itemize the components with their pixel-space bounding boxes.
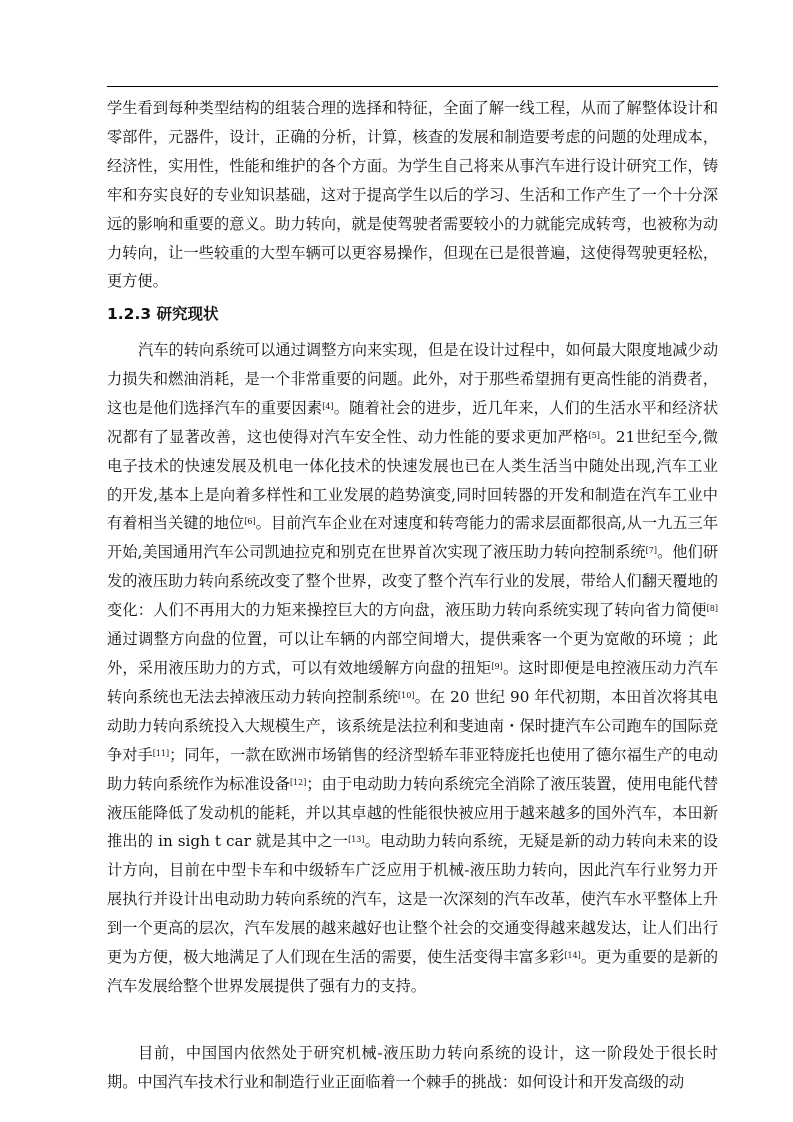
citation-ref: [10] <box>398 690 415 700</box>
header-rule <box>107 86 718 87</box>
citation-ref: [7] <box>645 546 657 556</box>
text-run: 。21世纪至今,微电子技术的快速发展及机电一体化技术的快速发展也已在人类生活当中随处出现,汽车工业的开发,基本上是向着多样性和工业发展的趋势演变,同时回转器的开发和制造在汽车工业中有着相当关键的地位 <box>107 427 718 533</box>
text-run: 汽车的转向系统可以通过调整方向来实现，但是在设计过程中，如何最大限度地减少动力损失和燃油消耗，是一个非常重要的问题。此外，对于那些希望拥有更高性能的消费者，这也是他们选择汽车的重要因素 <box>107 341 718 417</box>
domestic-status-paragraph: 目前，中国国内依然处于研究机械-液压助力转向系统的设计，这一阶段处于很长时期。中国汽车技术行业和制造行业正面临着一个棘手的挑战：如何设计和开发高级的动 <box>107 1044 718 1091</box>
citation-ref: [5] <box>588 430 600 440</box>
text-run: ；由于电动助力转向系统完全消除了液压装置，使用电能代替液压能降低了发动机的能耗，并以其卓越的性能很快被应用于越来越多的国外汽车，本田新推出的 in sigh t car 就是其中之一 <box>107 774 719 851</box>
section-heading: 1.2.3 研究现状 <box>107 305 219 323</box>
citation-ref: [13] <box>348 835 365 845</box>
text-run: 。更为重要的是新的汽车发展给整个世界发展提供了强有力的支持。 <box>107 948 719 995</box>
citation-ref: [14] <box>564 951 581 961</box>
text-run: 。电动助力转向系统，无疑是新的动力转向未来的设计方向，目前在中型卡车和中级轿车广泛应用于机械-液压助力转向，因此汽车行业努力开展执行并设计出电动助力转向系统的汽车，这是一次深刻的汽车改革，使汽车水平整体上升到一个更高的层次，汽车发展的越来越好也让整个社会的交通变得越来越发达，让人们出行更为方便，极大地满足了人们现在生活的需要，使生活变得丰富多彩 <box>107 832 719 967</box>
citation-ref: [4] <box>322 401 334 411</box>
intro-paragraph: 学生看到每种类型结构的组装合理的选择和特征，全面了解一线工程，从而了解整体设计和零部件，元器件，设计，正确的分析，计算，核查的发展和制造要考虑的问题的处理成本，经济性，实用性，性能和维护的各个方面。为学生自己将来从事汽车进行设计研究工作，铸牢和夯实良好的专业知识基础，这对于提高学生以后的学习、生活和工作产生了一个十分深远的影响和重要的意义。助力转向，就是使驾驶者需要较小的力就能完成转弯，也被称为动力转向，让一些较重的大型车辆可以更容易操作，但现在已是很普遍，这使得驾驶更轻松，更方便。 <box>107 99 718 291</box>
research-status-block <box>107 336 718 1001</box>
citation-ref: [12] <box>289 777 307 787</box>
text-run: 。在 20 世纪 90 年代初期，本田首次将其电动助力转向系统投入大规模生产，该系统是法拉利和斐迪南・保时捷汽车公司跑车的国际竞争对手 <box>107 687 719 764</box>
text-run: 。目前汽车企业在对速度和转弯能力的需求层面都很高,从一九五三年开始,美国通用汽车公司凯迪拉克和别克在世界首次实现了液压助力转向控制系统 <box>107 514 719 562</box>
text-run: 。随着社会的进步，近几年来，人们的生活水平和经济状况都有了显著改善，这也使得对汽车安全性、动力性能的要求更加严格 <box>107 398 719 446</box>
text-run: 。这时即便是电控液压动力汽车转向系统也无法去掉液压动力转向控制系统 <box>107 658 719 706</box>
citation-ref: [8] <box>706 604 718 614</box>
text-run: 通过调整方向盘的位置，可以让车辆的内部空间增大，提供乘客一个更为宽敞的环境 ；此外，采用液压助力的方式，可以有效地缓解方向盘的扭矩 <box>107 630 718 677</box>
citation-ref: [11] <box>152 748 170 758</box>
text-run: 。他们研发的液压助力转向系统改变了整个世界，改变了整个汽车行业的发展，带给人们翻天覆地的变化：人们不再用大的力矩来操控巨大的方向盘，液压助力转向系统实现了转向省力简便 <box>107 543 719 620</box>
intro-block <box>107 94 718 296</box>
citation-ref: [6] <box>244 517 256 527</box>
domestic-status-block <box>107 1039 718 1097</box>
text-run: ；同年，一款在欧洲市场销售的经济型轿车菲亚特庞托也使用了德尔福生产的电动助力转向系统作为标准设备 <box>107 745 719 793</box>
citation-ref: [9] <box>491 661 503 671</box>
research-status-paragraph <box>107 336 718 1001</box>
